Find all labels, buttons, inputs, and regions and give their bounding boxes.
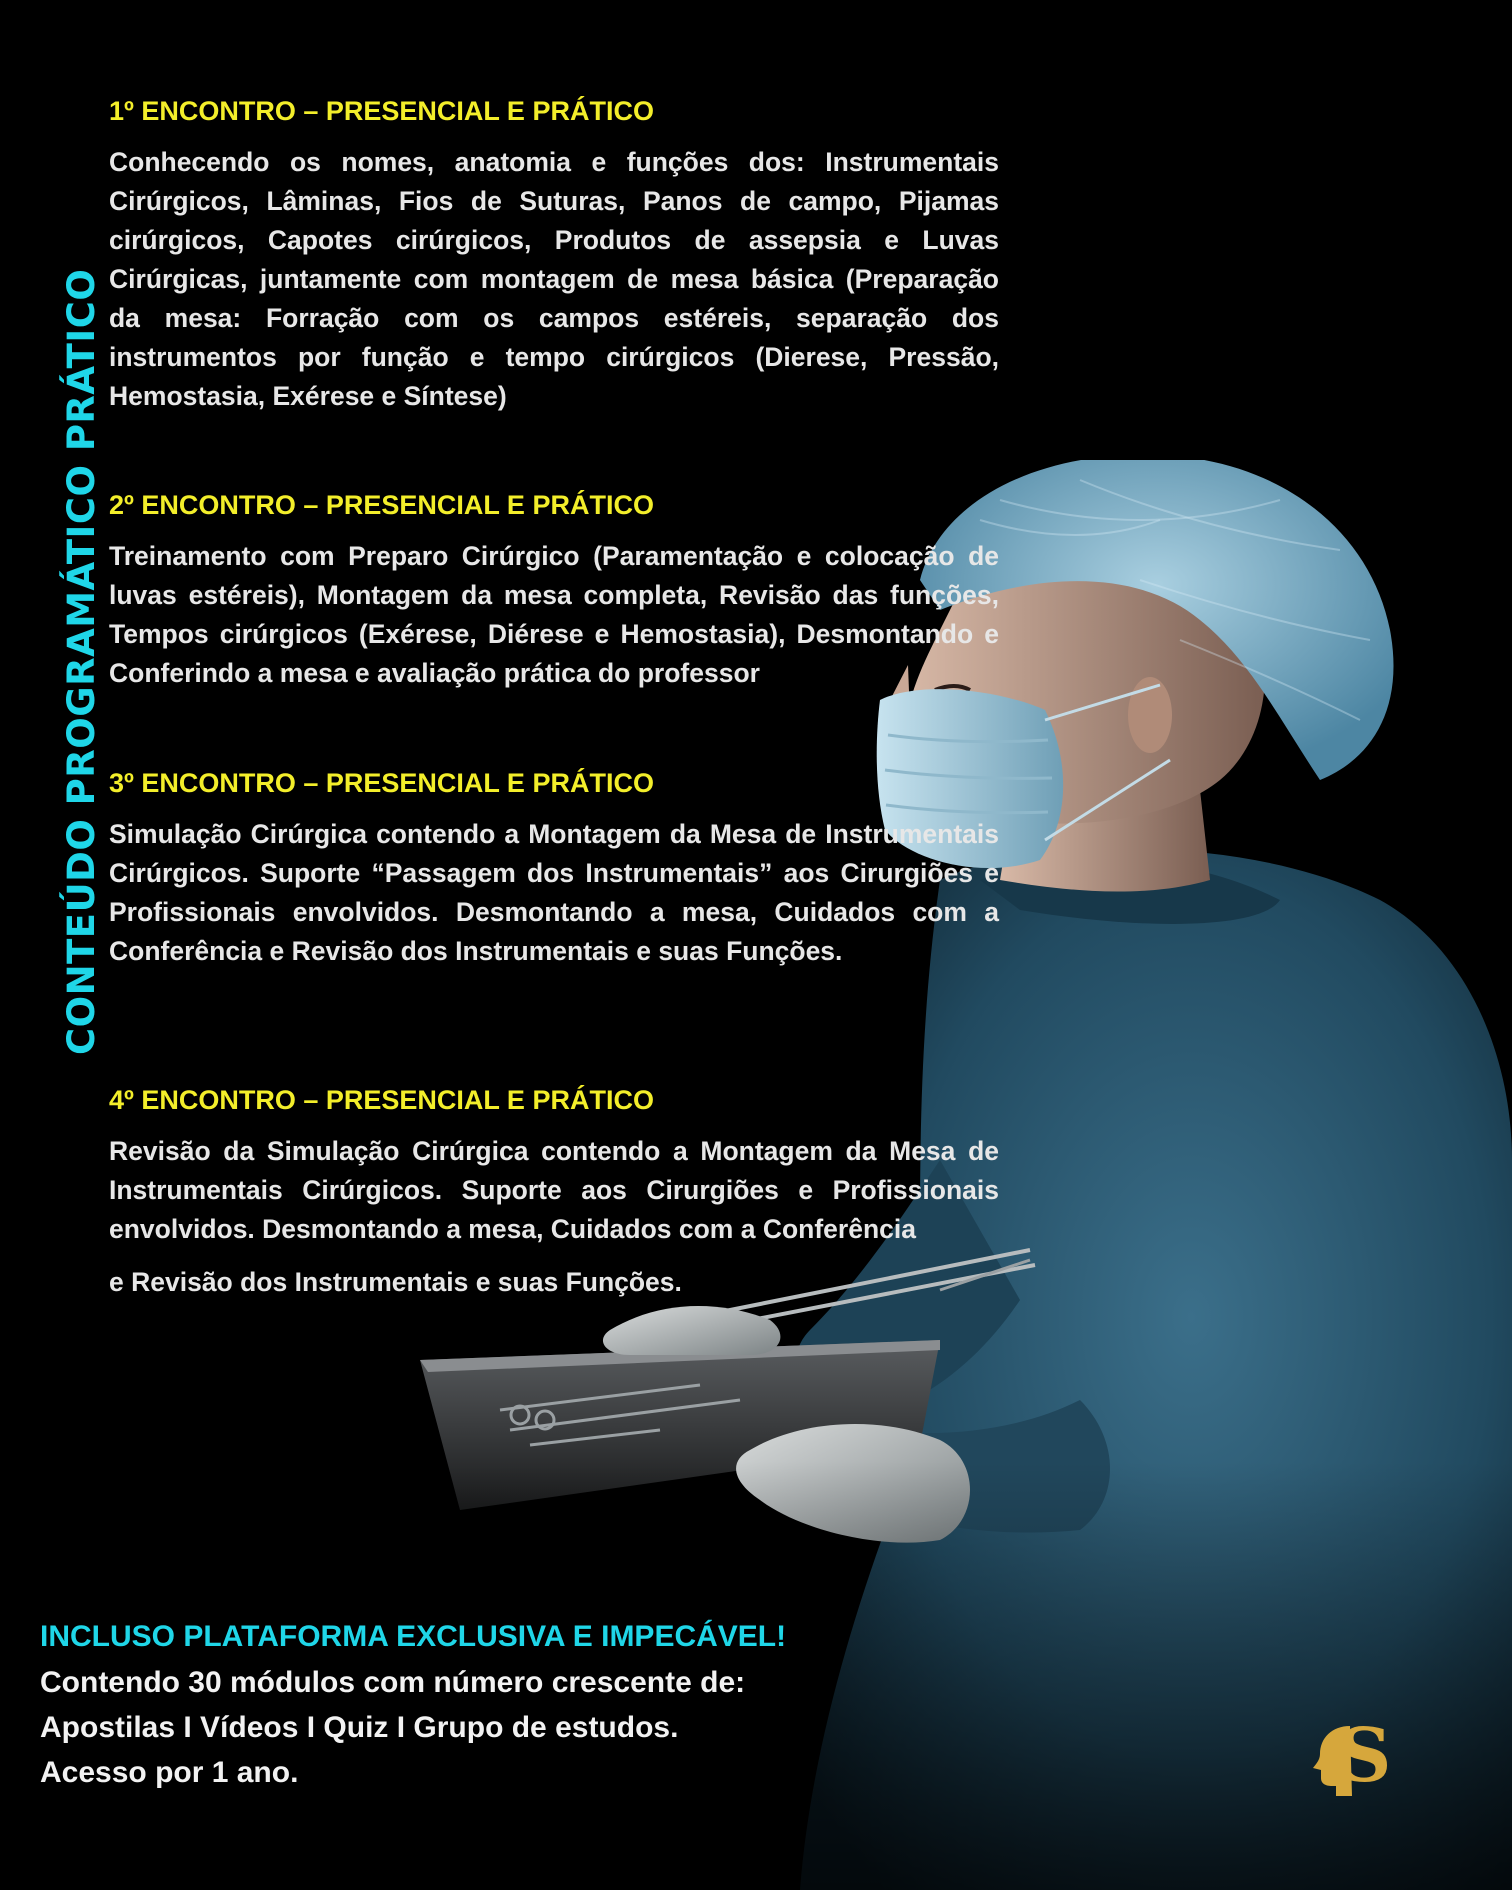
session-4 [109, 1085, 999, 1302]
session-3-title: 3º ENCONTRO – PRESENCIAL E PRÁTICO [109, 768, 654, 798]
promo-heading: INCLUSO PLATAFORMA EXCLUSIVA E IMPECÁVEL! [40, 1620, 787, 1653]
session-4-title: 4º ENCONTRO – PRESENCIAL E PRÁTICO [109, 1085, 654, 1115]
promo-line: Contendo 30 módulos com número crescente de: [40, 1666, 746, 1699]
logo-letter: S [1338, 1713, 1392, 1799]
session-4-body-last: e Revisão dos Instrumentais e suas Funções. [109, 1267, 682, 1297]
brand-logo [1310, 1713, 1400, 1799]
session-1-body: Conhecendo os nomes, anatomia e funções dos: Instrumentais Cirúrgicos, Lâminas, Fios de Suturas, Panos de campo, Pijamas cirúrgicos, Capotes cirúrgicos, Produtos de assepsia e Luvas Cirúrgicas, juntamente com montagem de mesa básica (Preparação da mesa: Forração com os campos estéreis, separação dos instrumentos por função e tempo cirúrgicos (Dierese, Pressão, Hemostasia, Exérese e Síntese) [109, 147, 999, 411]
platform-promo [40, 1620, 940, 1795]
promo-line: Apostilas I Vídeos I Quiz I Grupo de estudos. [40, 1711, 679, 1744]
session-3 [109, 768, 999, 971]
session-2-body: Treinamento com Preparo Cirúrgico (Paramentação e colocação de luvas estéreis), Montagem da mesa completa, Revisão das funções, Tempos cirúrgicos (Exérese, Diérese e Hemostasia), Desmontando e Conferindo a mesa e avaliação prática do professor [109, 541, 999, 688]
session-2-title: 2º ENCONTRO – PRESENCIAL E PRÁTICO [109, 490, 654, 520]
session-1-title: 1º ENCONTRO – PRESENCIAL E PRÁTICO [109, 96, 654, 126]
session-3-body: Simulação Cirúrgica contendo a Montagem da Mesa de Instrumentais Cirúrgicos. Suporte “Passagem dos Instrumentais” aos Cirurgiões e Profissionais envolvidos. Desmontando a mesa, Cuidados com a Conferência e Revisão dos Instrumentais e suas Funções. [109, 819, 999, 966]
promo-line: Acesso por 1 ano. [40, 1756, 299, 1789]
session-4-body: Revisão da Simulação Cirúrgica contendo a Montagem da Mesa de Instrumentais Cirúrgicos. Suporte aos Cirurgiões e Profissionais envolvidos. Desmontando a mesa, Cuidados com a Conferência [109, 1136, 999, 1244]
session-2 [109, 490, 999, 693]
side-title: CONTEÚDO PROGRAMÁTICO PRÁTICO [60, 268, 103, 1055]
session-1 [109, 96, 999, 416]
